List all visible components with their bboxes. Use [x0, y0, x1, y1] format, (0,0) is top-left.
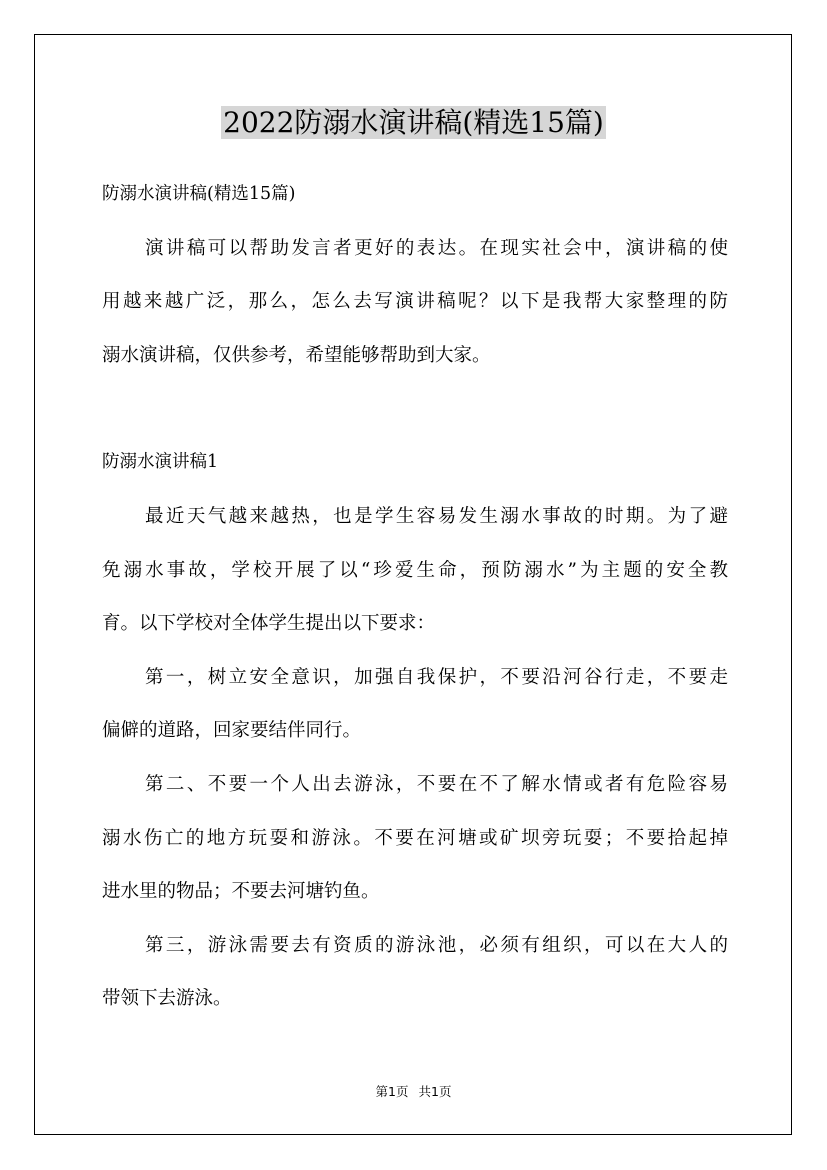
paragraph-line: 溺水演讲稿，仅供参考，希望能够帮助到大家。 [102, 344, 491, 366]
paragraph-line: 演讲稿可以帮助发言者更好的表达。在现实社会中，演讲稿的使 [145, 237, 728, 259]
paragraph-line: 第三，游泳需要去有资质的游泳池，必须有组织，可以在大人的 [145, 934, 728, 956]
body-paragraph [102, 919, 728, 1026]
paragraph-line: 第二、不要一个人出去游泳，不要在不了解水情或者有危险容易 [145, 773, 728, 795]
paragraph-line: 第一，树立安全意识，加强自我保护，不要沿河谷行走，不要走 [145, 666, 728, 688]
paragraph-line: 偏僻的道路，回家要结伴同行。 [102, 720, 362, 742]
intro-paragraph [102, 222, 728, 383]
paragraph-line: 最近天气越来越热，也是学生容易发生溺水事故的时期。为了避 [145, 505, 728, 527]
page-number-current: 第1页 [375, 1084, 409, 1099]
document-title-text: 2022防溺水演讲稿(精选15篇) [223, 106, 604, 139]
subtitle: 防溺水演讲稿(精选15篇) [102, 184, 296, 204]
paragraph-line: 免溺水事故，学校开展了以“珍爱生命，预防溺水”为主题的安全教 [102, 559, 728, 581]
body-paragraph [102, 490, 728, 651]
body-paragraph [102, 758, 728, 919]
paragraph-line: 带领下去游泳。 [102, 988, 232, 1010]
paragraph-line: 育。以下学校对全体学生提出以下要求： [102, 613, 436, 635]
document-body [102, 168, 728, 1026]
section-heading: 防溺水演讲稿1 [102, 452, 219, 473]
paragraph-line: 溺水伤亡的地方玩耍和游泳。不要在河塘或矿坝旁玩耍；不要拾起掉 [102, 827, 728, 849]
document-title [0, 103, 827, 143]
paragraph-line: 用越来越广泛，那么，怎么去写演讲稿呢？以下是我帮大家整理的防 [102, 291, 728, 313]
blank-line [102, 382, 728, 436]
paragraph-line: 进水里的物品；不要去河塘钓鱼。 [102, 881, 380, 903]
page-number-total: 共1页 [418, 1084, 452, 1099]
body-paragraph [102, 651, 728, 758]
page-footer [0, 1083, 827, 1101]
